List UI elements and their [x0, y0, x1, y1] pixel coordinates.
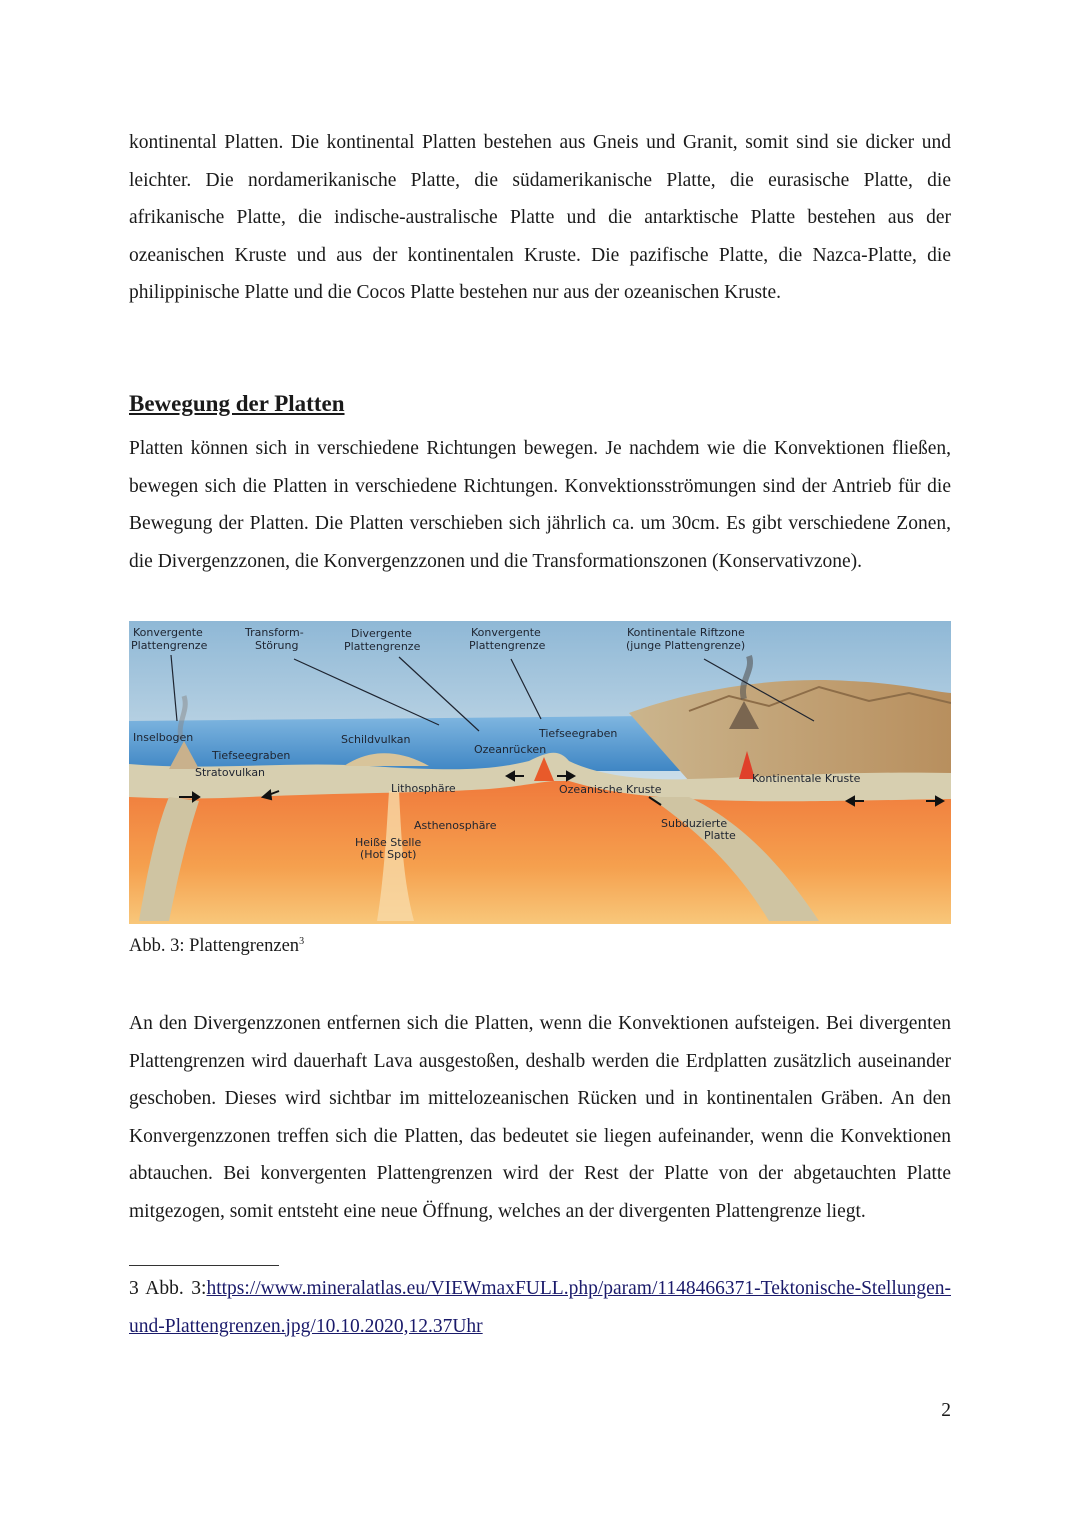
caption-text: Abb. 3: Plattengrenzen: [129, 936, 300, 957]
label-transform-b: Störung: [255, 639, 299, 652]
label-rift-zone-a: Kontinentale Riftzone: [627, 626, 745, 639]
label-divergent-a: Divergente: [351, 627, 412, 640]
label-ocean-ridge: Ozeanrücken: [474, 743, 547, 756]
paragraph-plate-movement: Platten können sich in verschiedene Richtungen bewegen. Je nachdem wie die Konvektionen fließen, bewegen sich die Platten in verschiedene Richtungen. Konvektionsströmungen sind der Antrieb für die Bewegung der Platten. Die Platten verschieben sich jährlich ca. um 30cm. Es gibt verschiedene Zonen, die Divergenzzonen, die Konvergenzzonen und die Transformationszonen (Konservativzone).: [129, 438, 951, 572]
label-divergent-b: Plattengrenze: [344, 640, 421, 653]
label-island-arc: Inselbogen: [133, 731, 194, 744]
footnote-divider: [129, 1265, 279, 1266]
figure-caption: [129, 936, 304, 957]
label-convergent-boundary-1a: Konvergente: [133, 626, 203, 639]
label-shield-volcano: Schildvulkan: [341, 733, 411, 746]
label-lithosphere: Lithosphäre: [391, 782, 456, 795]
label-convergent-boundary-2b: Plattengrenze: [469, 639, 546, 652]
paragraph-plate-composition: kontinental Platten. Die kontinental Platten bestehen aus Gneis und Granit, somit sind sie dicker und leichter. Die nordamerikanische Platte, die südamerikanische Platte, die eurasische Platte, die afrikanische Platte, die indische-australische Platte und die antarktische Platte bestehen aus der ozeanischen Kruste und aus der kontinentalen Kruste. Die pazifische Platte, die Nazca-Platte, die philippinische Platte und die Cocos Platte bestehen nur aus der ozeanischen Kruste.: [129, 132, 951, 304]
label-hotspot-a: Heiße Stelle: [355, 836, 422, 849]
asthenosphere-area: [129, 781, 951, 924]
label-stratovolcano: Stratovulkan: [195, 766, 266, 779]
label-convergent-boundary-1b: Plattengrenze: [131, 639, 208, 652]
label-hotspot-b: (Hot Spot): [360, 848, 417, 861]
paragraph-convergence-divergence: An den Divergenzzonen entfernen sich die Platten, wenn die Konvektionen aufsteigen. Bei divergenten Plattengrenzen wird dauerhaft Lava ausgestoßen, deshalb werden die Erdplatten zusätzlich auseinander geschoben. Dieses wird sichtbar im mittelozeanischen Rücken und in kontinentalen Gräben. An den Konvergenzzonen treffen sich die Platten, das bedeutet sie liegen aufeinander, wenn die Konvektionen abtauchen. Bei konvergenten Plattengrenzen wird der Rest der Platte von der abgetauchten Platte mitgezogen, somit entsteht eine neue Öffnung, welches an der divergenten Plattengrenze liegt.: [129, 1013, 951, 1222]
label-continental-crust: Kontinentale Kruste: [752, 772, 861, 785]
label-oceanic-crust: Ozeanische Kruste: [559, 783, 662, 796]
plate-boundaries-figure: [129, 621, 951, 924]
label-asthenosphere: Asthenosphäre: [414, 819, 497, 832]
label-subducted-b: Platte: [704, 829, 736, 842]
label-rift-zone-b: (junge Plattengrenze): [626, 639, 746, 652]
footnote-source-link[interactable]: https://www.mineralatlas.eu/VIEWmaxFULL.php/param/1148466371-Tektonische-Stellungen-und-Plattengrenzen.jpg/10.10.2020,12.37Uhr: [129, 1278, 951, 1337]
page-number: 2: [941, 1400, 951, 1421]
label-subducted-a: Subduzierte: [661, 817, 728, 830]
footnote: [129, 1270, 951, 1345]
label-transform-a: Transform-: [245, 626, 304, 639]
label-trench-1: Tiefseegraben: [212, 749, 291, 762]
footnote-prefix: 3 Abb. 3:: [129, 1278, 207, 1299]
label-trench-2: Tiefseegraben: [539, 727, 618, 740]
plate-boundaries-diagram: [129, 621, 951, 924]
caption-footnote-ref: 3: [299, 936, 305, 947]
section-heading: Bewegung der Platten: [129, 391, 345, 416]
label-convergent-boundary-2a: Konvergente: [471, 626, 541, 639]
